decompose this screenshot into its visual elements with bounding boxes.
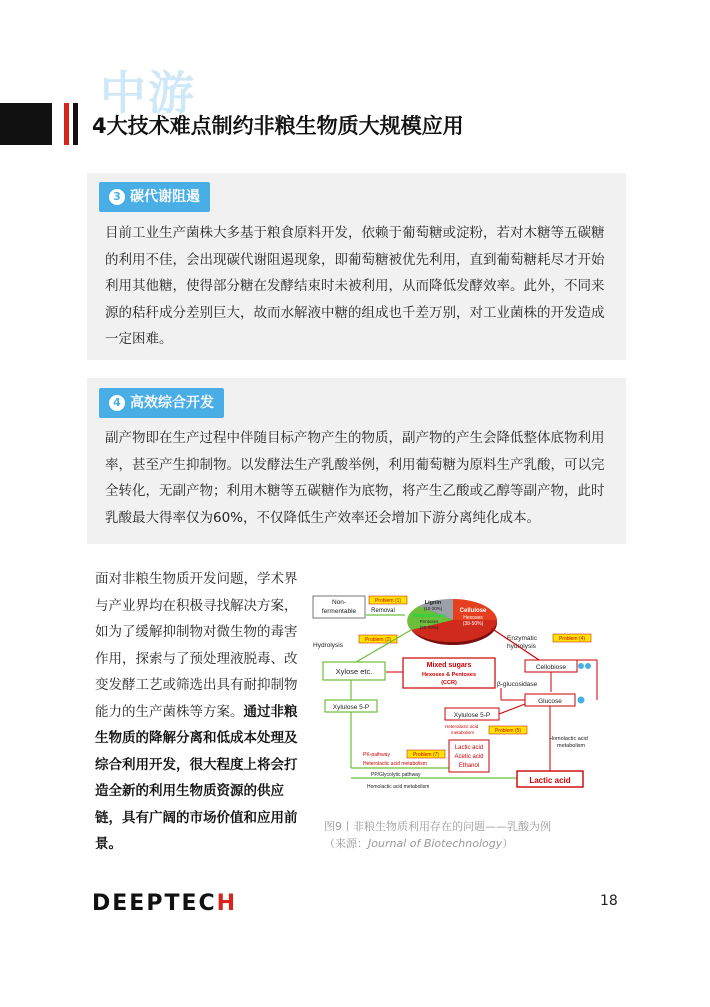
lignin-pct: (10-20%) xyxy=(423,606,443,611)
section-3-label: 碳代谢阻遏 xyxy=(130,189,200,205)
homolactic-label: Homolactic acid xyxy=(549,736,588,742)
homolactic-bottom-label: Homolactic acid metabolism xyxy=(367,784,430,790)
deeptech-logo xyxy=(92,891,237,916)
caption-source: Journal of Biotechnology xyxy=(368,837,503,850)
hydrolysis-label: Hydrolysis xyxy=(313,642,343,649)
lactic-acid-figure xyxy=(311,590,611,810)
homolactic-metabolism-label: metabolism xyxy=(557,743,586,749)
side-text-plain: 面对非粮生物质开发问题，学术界与产业界均在积极寻找解决方案，如为了缓解抑制物对微生物的毒害作用，探索与了预处理液脱毒、改变发酵工艺或筛选出具有耐抑制物能力的生产菌株等方案。 xyxy=(95,571,298,720)
section-4-label: 高效综合开发 xyxy=(130,395,214,411)
heterolactic-metabolism: metabolism xyxy=(451,730,475,735)
section-3-number: 3 xyxy=(109,189,125,205)
hexoses-pentoses-label: Hexoses & Pentoses xyxy=(421,672,477,678)
section-3-badge xyxy=(99,182,210,212)
cellulose-sub: Hexoses xyxy=(463,615,483,621)
problem-5-label: Problem (5) xyxy=(494,728,522,734)
header-red-bar xyxy=(64,103,69,145)
caption-source-suffix: ） xyxy=(502,837,514,850)
cellulose-label: Cellulose xyxy=(459,608,487,614)
ethanol-label: Ethanol xyxy=(458,763,480,769)
lactic-acid-byproduct: Lactic acid xyxy=(454,745,484,751)
side-paragraph xyxy=(95,566,309,858)
header-black-block xyxy=(0,103,52,145)
figure-caption xyxy=(324,818,551,852)
page-title: 4大技术难点制约非粮生物质大规模应用 xyxy=(92,114,464,138)
heterolactic-label: Heterolactic acid xyxy=(445,724,479,729)
header-black-bar xyxy=(73,103,78,145)
page-number: 18 xyxy=(600,893,618,909)
problem-2-label: Problem (2) xyxy=(364,637,392,643)
beta-glucosidase-label: β-glucosidase xyxy=(497,681,538,688)
hemicellulose-sub: Pentoses xyxy=(419,619,439,624)
caption-source-prefix: （来源： xyxy=(324,837,368,850)
removal-label: Removal xyxy=(371,608,395,614)
non-fermentable-label: Non- xyxy=(331,599,347,606)
caption-line-1: 图9丨非粮生物质利用存在的问题——乳酸为例 xyxy=(324,820,551,833)
lignin-label: Lignin xyxy=(424,600,442,606)
section-4-badge xyxy=(99,388,224,418)
glucose-molecule-icon xyxy=(578,697,585,704)
non-fermentable-label2: fermentable xyxy=(321,608,357,615)
enzymatic-label2: hydrolysis xyxy=(507,643,536,650)
glucose-label: Glucose xyxy=(538,698,562,705)
logo-main-text: DEEPTEC xyxy=(92,891,217,916)
acetic-acid-label: Acetic acid xyxy=(454,754,484,760)
enzymatic-label: Enzymatic xyxy=(507,635,537,642)
logo-red-letter: H xyxy=(216,891,238,916)
pp-glycolytic-label: PP/Glycolytic pathway xyxy=(371,772,421,778)
hemicellulose-label: Hemicellulose xyxy=(412,613,446,619)
mixed-sugars-label: Mixed sugars xyxy=(426,662,472,669)
heterolactic-metabolism-label: Heterolactic acid metabolism xyxy=(363,761,427,767)
problem-4-label: Problem (4) xyxy=(558,636,586,642)
xylulose-mid-label: Xylulose 5-P xyxy=(453,712,491,719)
glucose-to-xylulose-arrow xyxy=(499,704,525,714)
cellobiose-label: Cellobiose xyxy=(535,664,567,671)
side-text-bold: 通过非粮生物质的降解分离和低成本处理及综合利用开发，很大程度上将会打造全新的利用生物质资源的供应链，具有广阔的市场价值和应用前景。 xyxy=(95,703,298,852)
lactic-acid-final-label: Lactic acid xyxy=(529,776,571,785)
section-3-text: 目前工业生产菌株大多基于粮食原料开发，依赖于葡萄糖或淀粉，若对木糖等五碳糖的利用不佳，会出现碳代谢阻遏现象，即葡萄糖被优先利用，直到葡萄糖耗尽才开始利用其他糖，使得部分糖在发酵结束时未被利用，从而降低发酵效率。此外，不同来源的秸秆成分差别巨大，故而水解液中糖的组成也千差万别，对工业菌株的开发造成一定困难。 xyxy=(105,225,605,347)
ccr-label: (CCR) xyxy=(441,680,457,686)
section-4-number: 4 xyxy=(109,395,125,411)
hemicellulose-pct: (20-30%) xyxy=(419,625,439,630)
cellulose-pct: (38-50%) xyxy=(462,621,484,627)
cellobiose-molecule-icon xyxy=(578,663,584,669)
caption-line-2 xyxy=(324,835,551,852)
section-watermark: 中游 xyxy=(100,66,196,120)
problem-1-label: Problem (1) xyxy=(374,598,402,604)
cellobiose-molecule-icon-2 xyxy=(585,663,591,669)
pk-pathway-label: PK-pathway xyxy=(363,752,390,758)
problem-7-label: Problem (7) xyxy=(412,752,440,758)
xylose-label: Xylose etc. xyxy=(335,667,373,676)
xylulose-left-label: Xylulose 5-P xyxy=(332,704,370,711)
section-4-text: 副产物即在生产过程中伴随目标产物产生的物质，副产物的产生会降低整体底物利用率，甚至产生抑制物。以发酵法生产乳酸举例，利用葡萄糖为原料生产乳酸，可以完全转化，无副产物；利用木糖等五碳糖作为底物，将产生乙酸或乙醇等副产物，此时乳酸最大得率仅为60%，不仅降低生产效率还会增加下游分离纯化成本。 xyxy=(105,430,605,526)
